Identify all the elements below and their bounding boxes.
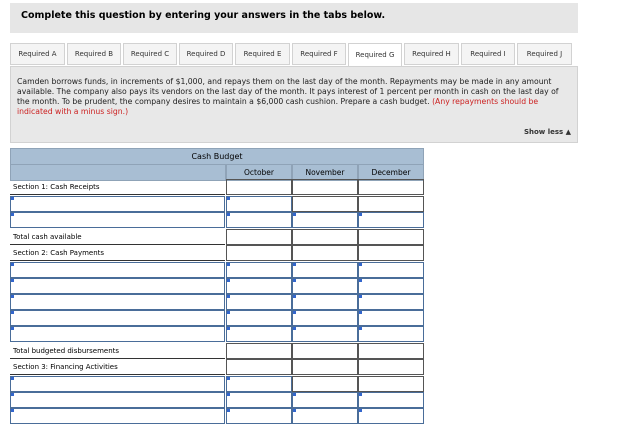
total-cash-label: Total cash available — [10, 229, 225, 245]
question-body: Camden borrows funds, in increments of $1,000, and repays them on the last day of the month. Repayments may be made in any amount available. The company also pays its vendors on the last day of the month. It pays interest of 1 percent per month in cash on the last day of the month. To be prudent, the company desires to maintain a $6,000 cash cushion. Prepare a cash budget. — [17, 77, 559, 106]
receipt-label-input-2[interactable] — [10, 212, 225, 228]
cash-budget-title: Cash Budget — [10, 148, 424, 165]
tab-required-e[interactable]: Required E — [235, 43, 290, 65]
section1-label: Section 1: Cash Receipts — [10, 179, 225, 195]
s1-dec — [358, 179, 424, 195]
s1-nov — [292, 179, 358, 195]
financing-nov-input-2[interactable] — [292, 392, 358, 408]
question-hint: (Any repayments should be indicated with a minus sign.) — [17, 97, 539, 116]
s3-oct — [226, 359, 292, 375]
financing-label-input-3[interactable] — [10, 408, 225, 424]
tab-required-j[interactable]: Required J — [517, 43, 572, 65]
col-header-november: November — [292, 164, 358, 181]
payment-oct-input-1[interactable] — [226, 262, 292, 278]
payment-nov-input-1[interactable] — [292, 262, 358, 278]
receipt-dec-input-2[interactable] — [358, 212, 424, 228]
total-disb-dec — [358, 343, 424, 359]
receipt-label-input-1[interactable] — [10, 196, 225, 212]
tab-required-c[interactable]: Required C — [123, 43, 177, 65]
payment-label-input-2[interactable] — [10, 278, 225, 294]
payment-nov-input-5[interactable] — [292, 326, 358, 342]
tab-bar — [10, 43, 578, 67]
financing-oct-input-2[interactable] — [226, 392, 292, 408]
receipt-nov-1 — [292, 196, 358, 212]
payment-label-input-3[interactable] — [10, 294, 225, 310]
tab-required-f[interactable]: Required F — [292, 43, 346, 65]
tab-required-d[interactable]: Required D — [179, 43, 233, 65]
payment-dec-input-5[interactable] — [358, 326, 424, 342]
financing-label-input-2[interactable] — [10, 392, 225, 408]
show-less-link[interactable]: Show less ▲ — [523, 128, 571, 136]
payment-dec-input-4[interactable] — [358, 310, 424, 326]
tab-required-i[interactable]: Required I — [461, 43, 515, 65]
payment-label-input-1[interactable] — [10, 262, 225, 278]
s2-nov — [292, 245, 358, 261]
tab-required-g[interactable]: Required G — [348, 43, 402, 67]
payment-dec-input-3[interactable] — [358, 294, 424, 310]
receipt-oct-input-2[interactable] — [226, 212, 292, 228]
instruction-text: Complete this question by entering your answers in the tabs below. — [21, 10, 386, 21]
tab-required-b[interactable]: Required B — [67, 43, 121, 65]
tab-required-a[interactable]: Required A — [10, 43, 65, 65]
receipt-dec-1 — [358, 196, 424, 212]
payment-oct-input-5[interactable] — [226, 326, 292, 342]
col-header-october: October — [226, 164, 292, 181]
payment-nov-input-2[interactable] — [292, 278, 358, 294]
financing-dec-input-2[interactable] — [358, 392, 424, 408]
payment-label-input-5[interactable] — [10, 326, 225, 342]
financing-dec-input-3[interactable] — [358, 408, 424, 424]
payment-oct-input-2[interactable] — [226, 278, 292, 294]
financing-label-input-1[interactable] — [10, 376, 225, 392]
financing-oct-input-1[interactable] — [226, 376, 292, 392]
s1-oct — [226, 179, 292, 195]
col-header-december: December — [358, 164, 424, 181]
s2-dec — [358, 245, 424, 261]
financing-nov-1 — [292, 376, 358, 392]
total-disb-nov — [292, 343, 358, 359]
payment-dec-input-1[interactable] — [358, 262, 424, 278]
total-cash-dec — [358, 229, 424, 245]
section2-label: Section 2: Cash Payments — [10, 245, 225, 261]
total-disb-oct — [226, 343, 292, 359]
receipt-oct-input-1[interactable] — [226, 196, 292, 212]
payment-nov-input-4[interactable] — [292, 310, 358, 326]
receipt-nov-input-2[interactable] — [292, 212, 358, 228]
tab-required-h[interactable]: Required H — [404, 43, 459, 65]
financing-dec-1 — [358, 376, 424, 392]
financing-oct-input-3[interactable] — [226, 408, 292, 424]
total-disb-label: Total budgeted disbursements — [10, 343, 225, 359]
total-cash-oct — [226, 229, 292, 245]
question-text — [17, 77, 573, 117]
question-panel — [10, 66, 578, 143]
s3-dec — [358, 359, 424, 375]
instruction-header — [10, 3, 578, 33]
total-cash-nov — [292, 229, 358, 245]
section3-label: Section 3: Financing Activities — [10, 359, 225, 375]
s3-nov — [292, 359, 358, 375]
payment-oct-input-4[interactable] — [226, 310, 292, 326]
payment-oct-input-3[interactable] — [226, 294, 292, 310]
payment-label-input-4[interactable] — [10, 310, 225, 326]
payment-nov-input-3[interactable] — [292, 294, 358, 310]
financing-nov-input-3[interactable] — [292, 408, 358, 424]
payment-dec-input-2[interactable] — [358, 278, 424, 294]
s2-oct — [226, 245, 292, 261]
